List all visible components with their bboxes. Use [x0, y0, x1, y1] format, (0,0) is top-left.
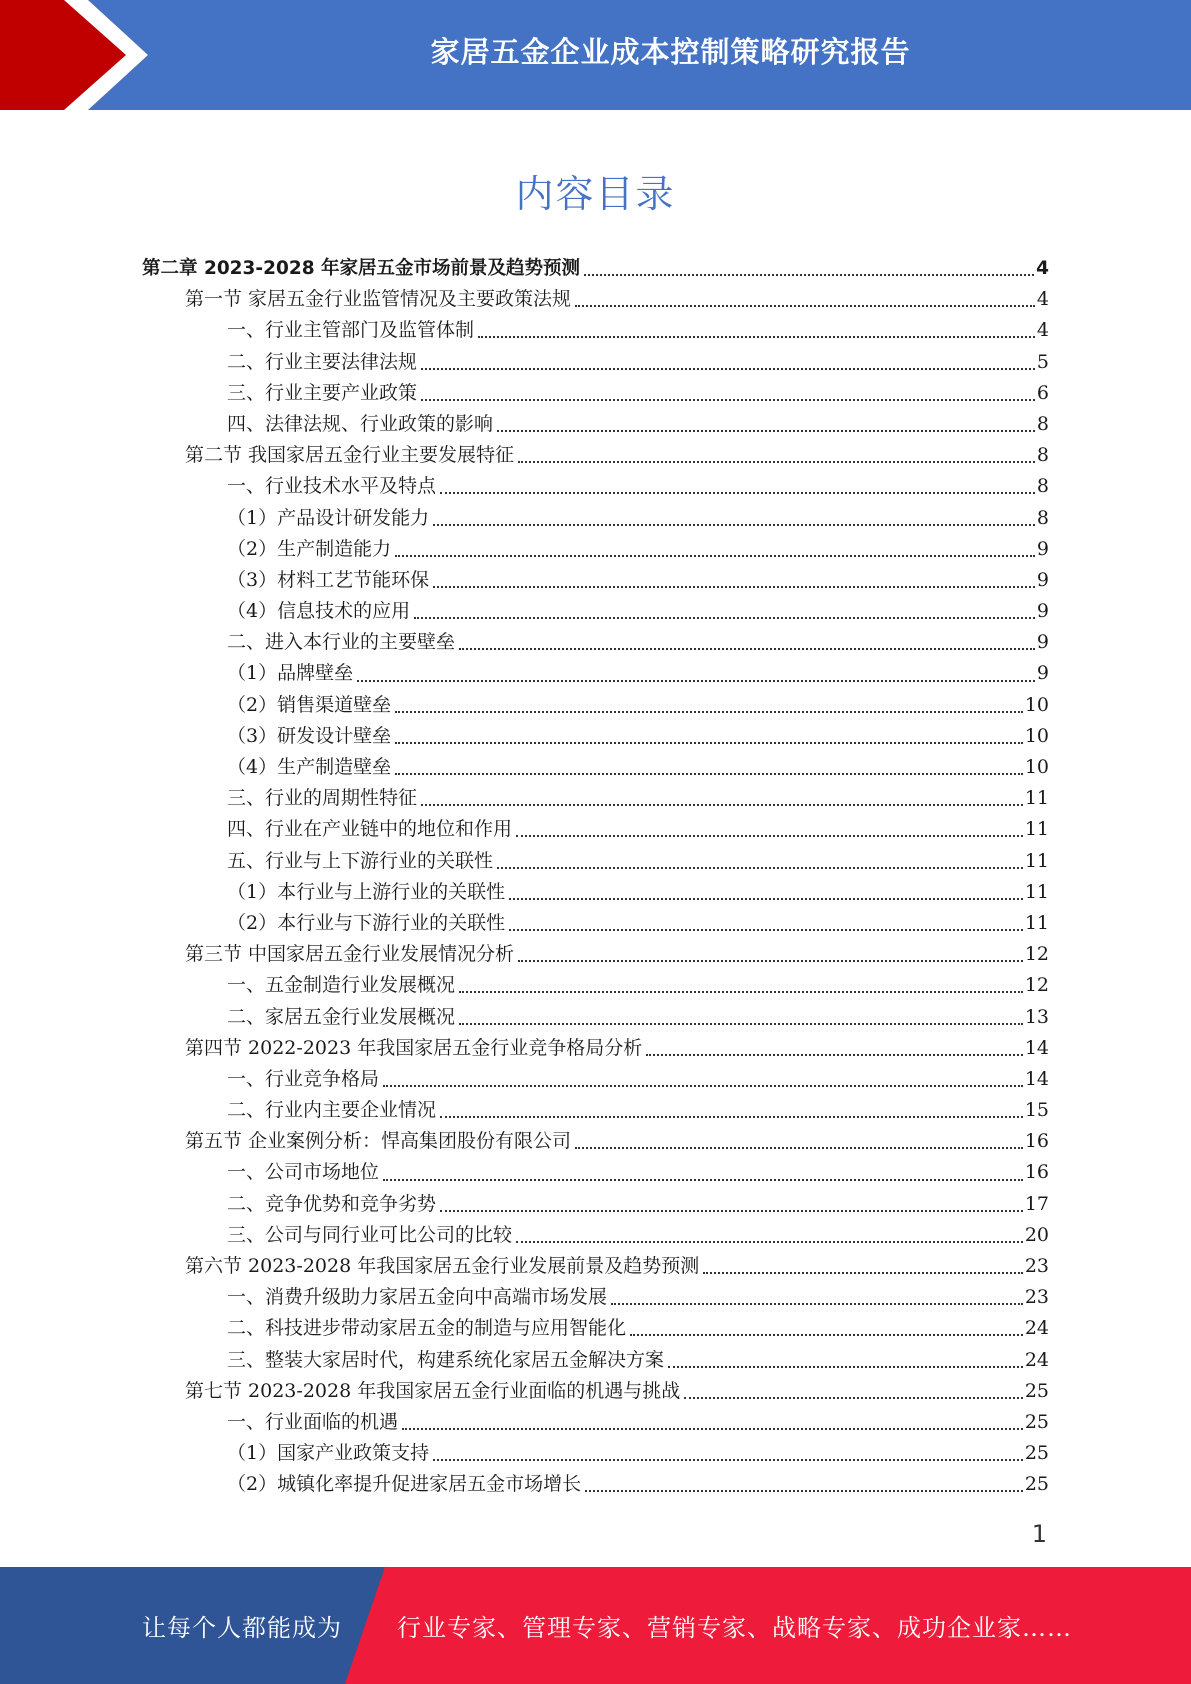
toc-dot-leader [497, 866, 1023, 869]
toc-entry-label: 五、行业与上下游行业的关联性 [227, 849, 494, 872]
toc-entry-page: 10 [1024, 756, 1049, 778]
toc-dot-leader [575, 1146, 1023, 1149]
toc-entry-label: （1）本行业与上游行业的关联性 [227, 880, 506, 903]
toc-entry-label: 二、进入本行业的主要壁垒 [227, 631, 456, 654]
toc-dot-leader [459, 647, 1035, 650]
toc-entry[interactable] [0, 1407, 1191, 1438]
toc-entry-page: 12 [1024, 974, 1049, 997]
toc-dot-leader [421, 398, 1035, 401]
toc-entry-page: 12 [1024, 943, 1049, 966]
toc-entry-page: 8 [1036, 412, 1049, 435]
toc-dot-leader [585, 1489, 1023, 1492]
toc-entry-label: 三、公司与同行业可比公司的比较 [227, 1223, 513, 1246]
header-banner [0, 0, 1191, 110]
toc-entry[interactable] [0, 1064, 1191, 1095]
toc-entry[interactable] [0, 970, 1191, 1001]
toc-entry-page: 25 [1024, 1410, 1049, 1433]
toc-entry-label: 二、科技进步带动家居五金的制造与应用智能化 [227, 1317, 627, 1340]
toc-entry-page: 23 [1024, 1286, 1049, 1309]
toc-entry[interactable] [0, 1189, 1191, 1220]
toc-entry-page: 9 [1036, 568, 1049, 591]
toc-entry-page: 11 [1024, 911, 1049, 934]
toc-entry-page: 24 [1024, 1317, 1049, 1340]
toc-dot-leader [459, 1022, 1023, 1025]
toc-dot-leader [440, 1209, 1023, 1212]
toc-entry-label: 一、行业技术水平及特点 [227, 475, 437, 498]
toc-entry[interactable] [0, 315, 1191, 346]
toc-dot-leader [433, 523, 1035, 526]
toc-entry-label: 二、家居五金行业发展概况 [227, 1005, 456, 1028]
toc-entry-page: 11 [1024, 787, 1049, 810]
toc-entry-label: 四、法律法规、行业政策的影响 [227, 412, 494, 435]
toc-entry[interactable] [0, 939, 1191, 970]
toc-entry-label: 一、行业主管部门及监管体制 [227, 319, 475, 342]
toc-entry[interactable] [0, 378, 1191, 409]
toc-entry-label: （4）生产制造壁垒 [227, 756, 392, 778]
toc-entry-page: 11 [1024, 849, 1049, 872]
toc-dot-leader [395, 772, 1023, 775]
toc-dot-leader [440, 491, 1035, 494]
toc-entry-page: 8 [1036, 506, 1049, 529]
toc-entry-page: 17 [1024, 1192, 1049, 1215]
toc-entry[interactable] [0, 1095, 1191, 1126]
toc-entry-label: 三、行业的周期性特征 [227, 787, 418, 810]
toc-dot-leader [684, 1396, 1023, 1399]
toc-entry[interactable] [0, 1313, 1191, 1344]
toc-dot-leader [646, 1053, 1023, 1056]
toc-dot-leader [421, 803, 1023, 806]
toc-entry-page: 15 [1024, 1099, 1049, 1122]
toc-dot-leader [575, 304, 1035, 307]
toc-entry[interactable] [0, 1438, 1191, 1469]
toc-dot-leader [383, 1178, 1023, 1181]
toc-entry-page: 23 [1024, 1255, 1049, 1277]
toc-entry-label: （2）销售渠道壁垒 [227, 693, 392, 716]
toc-entry-page: 16 [1024, 1161, 1049, 1184]
toc-entry[interactable] [0, 347, 1191, 378]
toc-entry-page: 9 [1036, 600, 1049, 623]
toc-entry-label: （3）材料工艺节能环保 [227, 568, 430, 591]
toc-dot-leader [509, 897, 1023, 900]
toc-entry-page: 11 [1024, 880, 1049, 903]
toc-dot-leader [518, 460, 1035, 463]
toc-entry[interactable] [0, 783, 1191, 814]
toc-dot-leader [611, 1302, 1023, 1305]
toc-entry[interactable] [0, 409, 1191, 440]
toc-entry[interactable] [0, 721, 1191, 752]
toc-entry-label: （1）产品设计研发能力 [227, 506, 430, 529]
toc-dot-leader [668, 1365, 1023, 1368]
toc-entry[interactable] [0, 814, 1191, 845]
toc-entry-page: 25 [1024, 1379, 1049, 1402]
toc-entry-label: （4）信息技术的应用 [227, 600, 411, 623]
toc-entry-label: 四、行业在产业链中的地位和作用 [227, 818, 513, 841]
toc-dot-leader [584, 273, 1034, 276]
toc-entry-label: （2）本行业与下游行业的关联性 [227, 911, 506, 934]
footer-banner [0, 1567, 1191, 1684]
toc-entry-page: 25 [1024, 1442, 1049, 1465]
toc-entry-page: 13 [1024, 1005, 1049, 1028]
toc-entry[interactable] [0, 1126, 1191, 1157]
toc-entry-label: 二、行业内主要企业情况 [227, 1099, 437, 1122]
toc-dot-leader [395, 741, 1023, 744]
toc-entry-label: 第六节 2023-2028 年我国家居五金行业发展前景及趋势预测 [185, 1255, 700, 1277]
toc-entry[interactable] [0, 284, 1191, 315]
toc-entry-page: 4 [1036, 288, 1049, 311]
toc-entry-label: （1）品牌壁垒 [227, 662, 354, 685]
toc-entry-label: 第四节 2022-2023 年我国家居五金行业竞争格局分析 [185, 1036, 643, 1059]
toc-entry-page: 20 [1024, 1223, 1049, 1246]
report-title: 家居五金企业成本控制策略研究报告 [430, 34, 911, 69]
toc-entry[interactable] [0, 1376, 1191, 1407]
toc-entry-page: 9 [1036, 537, 1049, 560]
toc-entry-label: 一、消费升级助力家居五金向中高端市场发展 [227, 1286, 608, 1309]
toc-entry[interactable] [0, 596, 1191, 627]
toc-entry[interactable] [0, 877, 1191, 908]
toc-entry-label: （2）生产制造能力 [227, 537, 392, 560]
toc-entry[interactable] [0, 253, 1191, 284]
toc-dot-leader [440, 1115, 1023, 1118]
toc-dot-leader [516, 1240, 1023, 1243]
toc-entry-label: 第一节 家居五金行业监管情况及主要政策法规 [185, 288, 572, 311]
table-of-contents [0, 253, 1191, 1501]
footer-slogan-left: 让每个人都能成为 [142, 1614, 342, 1642]
toc-entry-page: 9 [1036, 662, 1049, 685]
toc-entry-page: 16 [1024, 1130, 1049, 1153]
toc-entry-label: 二、行业主要法律法规 [227, 350, 418, 373]
toc-entry[interactable] [0, 752, 1191, 783]
toc-entry-label: 第三节 中国家居五金行业发展情况分析 [185, 943, 515, 966]
toc-entry-label: （3）研发设计壁垒 [227, 724, 392, 747]
toc-entry[interactable] [0, 1282, 1191, 1313]
toc-entry-label: 第二章 2023-2028 年家居五金市场前景及趋势预测 [142, 258, 581, 279]
toc-dot-leader [414, 616, 1035, 619]
toc-entry[interactable] [0, 1469, 1191, 1500]
toc-dot-leader [703, 1271, 1023, 1274]
toc-entry[interactable] [0, 1157, 1191, 1188]
toc-entry-page: 14 [1024, 1067, 1049, 1090]
toc-entry-page: 14 [1024, 1036, 1049, 1059]
toc-entry-label: 一、五金制造行业发展概况 [227, 974, 456, 997]
toc-entry[interactable] [0, 658, 1191, 689]
toc-entry-page: 8 [1036, 444, 1049, 467]
toc-dot-leader [459, 990, 1023, 993]
toc-entry-label: 三、行业主要产业政策 [227, 381, 418, 404]
toc-dot-leader [509, 928, 1023, 931]
toc-entry[interactable] [0, 846, 1191, 877]
toc-entry-page: 4 [1036, 258, 1049, 279]
toc-dot-leader [395, 710, 1023, 713]
toc-entry[interactable] [0, 1345, 1191, 1376]
toc-dot-leader [357, 679, 1035, 682]
toc-entry-label: 第七节 2023-2028 年我国家居五金行业面临的机遇与挑战 [185, 1379, 681, 1402]
toc-entry-page: 6 [1036, 381, 1049, 404]
toc-entry[interactable] [0, 1002, 1191, 1033]
toc-entry-label: 三、整装大家居时代，构建系统化家居五金解决方案 [227, 1348, 665, 1371]
toc-entry[interactable] [0, 1033, 1191, 1064]
toc-dot-leader [630, 1333, 1023, 1336]
toc-entry-page: 5 [1036, 350, 1049, 373]
toc-entry-page: 9 [1036, 631, 1049, 654]
toc-entry[interactable] [0, 440, 1191, 471]
toc-entry-label: 第五节 企业案例分析：悍高集团股份有限公司 [185, 1130, 572, 1153]
toc-entry-label: 一、行业竞争格局 [227, 1067, 380, 1090]
toc-entry-label: 一、公司市场地位 [227, 1161, 380, 1184]
toc-dot-leader [516, 834, 1023, 837]
toc-dot-leader [395, 554, 1035, 557]
toc-entry[interactable] [0, 1251, 1191, 1282]
toc-entry-page: 11 [1024, 818, 1049, 841]
toc-entry-page: 8 [1036, 475, 1049, 498]
toc-dot-leader [433, 585, 1035, 588]
toc-entry-label: 一、行业面临的机遇 [227, 1410, 399, 1433]
toc-dot-leader [383, 1084, 1023, 1087]
toc-dot-leader [518, 959, 1023, 962]
toc-entry[interactable] [0, 627, 1191, 658]
toc-dot-leader [421, 367, 1035, 370]
toc-entry-page: 24 [1024, 1348, 1049, 1371]
page-number: 1 [1031, 1520, 1047, 1548]
toc-entry-page: 4 [1036, 319, 1049, 342]
toc-entry-label: （1）国家产业政策支持 [227, 1442, 430, 1465]
toc-entry-page: 10 [1024, 724, 1049, 747]
toc-entry[interactable] [0, 908, 1191, 939]
toc-heading: 内容目录 [515, 172, 676, 216]
toc-entry[interactable] [0, 471, 1191, 502]
toc-entry[interactable] [0, 534, 1191, 565]
toc-entry[interactable] [0, 690, 1191, 721]
toc-entry-label: 二、竞争优势和竞争劣势 [227, 1192, 437, 1215]
toc-dot-leader [478, 335, 1035, 338]
toc-entry[interactable] [0, 565, 1191, 596]
footer-slogan-right: 行业专家、管理专家、营销专家、战略专家、成功企业家…… [397, 1614, 1072, 1642]
toc-entry-label: （2）城镇化率提升促进家居五金市场增长 [227, 1473, 582, 1496]
toc-dot-leader [433, 1458, 1023, 1461]
toc-entry[interactable] [0, 1220, 1191, 1251]
toc-entry-label: 第二节 我国家居五金行业主要发展特征 [185, 444, 515, 467]
toc-entry-page: 25 [1024, 1473, 1049, 1496]
toc-entry[interactable] [0, 503, 1191, 534]
toc-entry-page: 10 [1024, 693, 1049, 716]
toc-dot-leader [497, 429, 1035, 432]
toc-dot-leader [402, 1427, 1023, 1430]
